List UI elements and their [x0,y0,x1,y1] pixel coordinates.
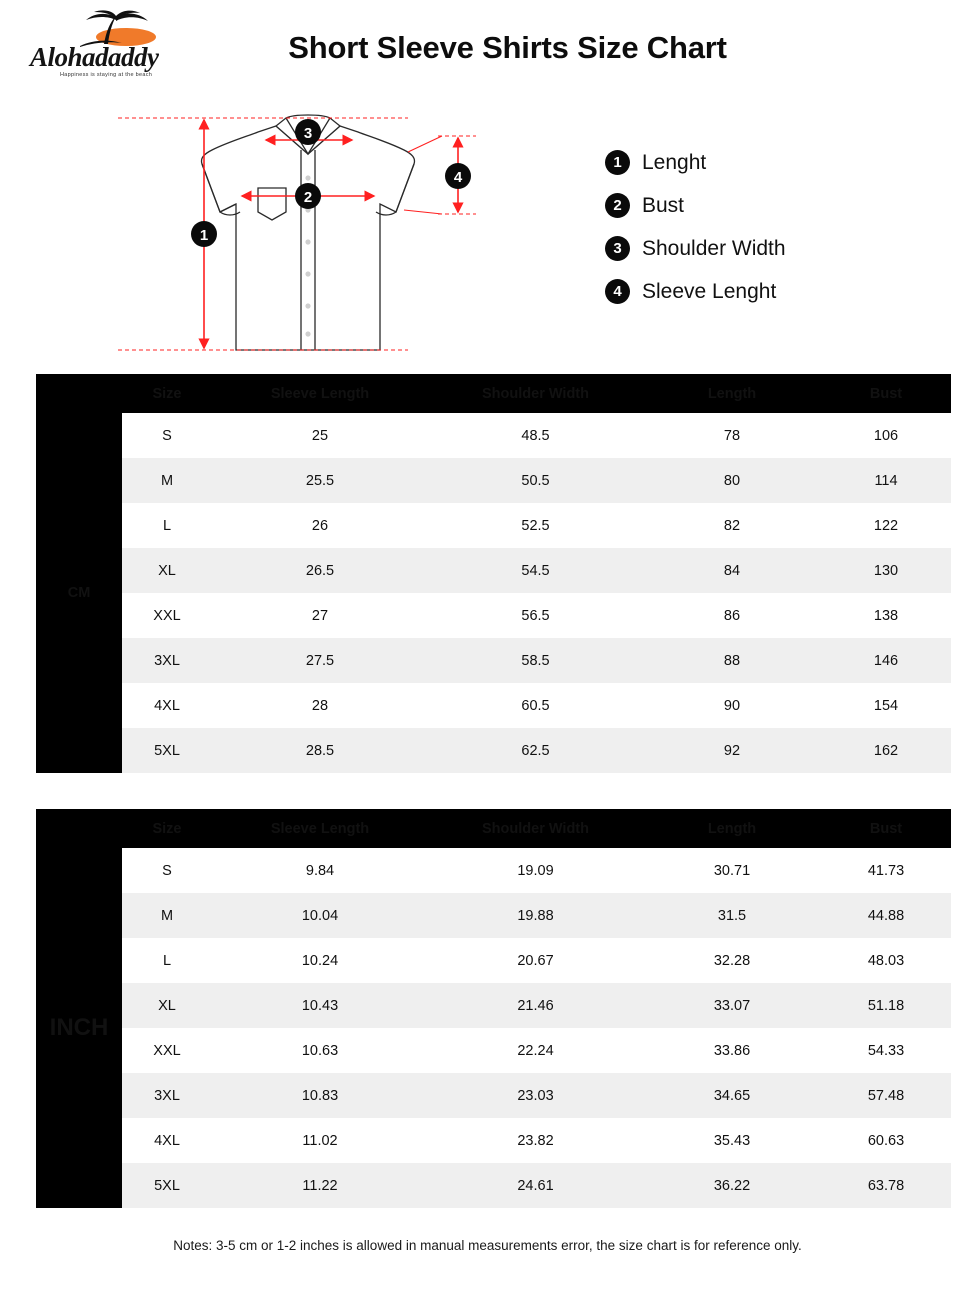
header-size: Size [122,374,212,413]
unit-label-inch: INCH [36,848,122,1208]
cm-table-wrap [36,374,939,773]
cell-bust: 146 [821,638,951,683]
cell-length: 30.71 [643,848,821,893]
cell-sleeve: 10.43 [212,983,428,1028]
table-row [36,1163,951,1208]
cell-size: XL [122,983,212,1028]
cell-sleeve: 26.5 [212,548,428,593]
cell-sleeve: 10.63 [212,1028,428,1073]
cell-shoulder: 62.5 [428,728,643,773]
cell-size: S [122,848,212,893]
svg-text:4: 4 [453,169,463,186]
cell-bust: 122 [821,503,951,548]
cell-size: L [122,503,212,548]
cell-sleeve: 11.22 [212,1163,428,1208]
cell-bust: 130 [821,548,951,593]
cell-size: 4XL [122,1118,212,1163]
table-row [36,1073,951,1118]
table-header-row [36,374,951,413]
cell-bust: 54.33 [821,1028,951,1073]
brand-name: Alohadaddy [30,42,159,72]
svg-text:3: 3 [303,125,313,142]
table-row [36,848,951,893]
svg-text:2: 2 [303,189,313,206]
page-title: Short Sleeve Shirts Size Chart [288,30,727,65]
measurement-legend [605,150,945,322]
cell-size: S [122,413,212,458]
legend-label-1: Lenght [642,150,707,174]
cell-bust: 138 [821,593,951,638]
table-gap [0,773,975,809]
cell-length: 82 [643,503,821,548]
cell-bust: 162 [821,728,951,773]
cell-size: 5XL [122,1163,212,1208]
header-shoulder-width: Shoulder Width [428,374,643,413]
cell-shoulder: 48.5 [428,413,643,458]
header-bust: Bust [821,374,951,413]
cell-sleeve: 27 [212,593,428,638]
cell-size: XXL [122,1028,212,1073]
header-size: Size [122,809,212,848]
legend-item-length [605,150,945,175]
legend-bullet-2: 2 [605,193,630,218]
cell-bust: 57.48 [821,1073,951,1118]
cell-bust: 114 [821,458,951,503]
cell-length: 33.07 [643,983,821,1028]
legend-item-bust [605,193,945,218]
cell-size: XXL [122,593,212,638]
cell-length: 32.28 [643,938,821,983]
inch-table-wrap [36,809,939,1208]
cell-bust: 51.18 [821,983,951,1028]
header-sleeve-length: Sleeve Length [212,809,428,848]
cell-length: 84 [643,548,821,593]
cell-sleeve: 10.24 [212,938,428,983]
cell-bust: 60.63 [821,1118,951,1163]
cell-shoulder: 23.82 [428,1118,643,1163]
cell-length: 31.5 [643,893,821,938]
table-row [36,548,951,593]
measurement-diagram [0,92,975,374]
page-header [0,0,975,92]
legend-bullet-3: 3 [605,236,630,261]
cell-shoulder: 21.46 [428,983,643,1028]
cell-shoulder: 22.24 [428,1028,643,1073]
cell-shoulder: 19.88 [428,893,643,938]
legend-item-sleeve-length [605,279,945,304]
cell-length: 80 [643,458,821,503]
legend-bullet-1: 1 [605,150,630,175]
cell-sleeve: 27.5 [212,638,428,683]
brand-tagline: Happiness is staying at the beach [60,72,153,78]
cell-length: 88 [643,638,821,683]
cell-shoulder: 50.5 [428,458,643,503]
cell-length: 34.65 [643,1073,821,1118]
cell-size: M [122,458,212,503]
header-sleeve-length: Sleeve Length [212,374,428,413]
header-length: Length [643,374,821,413]
cell-bust: 154 [821,683,951,728]
cell-shoulder: 24.61 [428,1163,643,1208]
table-row [36,1118,951,1163]
cm-corner-cell [36,374,122,413]
table-row [36,1028,951,1073]
cell-length: 33.86 [643,1028,821,1073]
legend-item-shoulder-width [605,236,945,261]
unit-label-cm: CM [36,413,122,773]
cell-bust: 44.88 [821,893,951,938]
cell-length: 86 [643,593,821,638]
table-header-row [36,809,951,848]
header-length: Length [643,809,821,848]
header-bust: Bust [821,809,951,848]
cm-size-table [36,374,951,773]
table-row [36,893,951,938]
cell-size: XL [122,548,212,593]
cell-sleeve: 25.5 [212,458,428,503]
inch-corner-cell [36,809,122,848]
cell-bust: 106 [821,413,951,458]
legend-label-2: Bust [642,193,685,217]
table-row [36,638,951,683]
cell-bust: 41.73 [821,848,951,893]
cell-sleeve: 28 [212,683,428,728]
cell-length: 90 [643,683,821,728]
header-shoulder-width: Shoulder Width [428,809,643,848]
cell-sleeve: 25 [212,413,428,458]
table-row [36,938,951,983]
cell-size: 5XL [122,728,212,773]
table-row [36,413,951,458]
cell-size: L [122,938,212,983]
inch-size-table [36,809,951,1208]
cell-sleeve: 9.84 [212,848,428,893]
cell-shoulder: 19.09 [428,848,643,893]
cell-length: 92 [643,728,821,773]
legend-label-4: Sleeve Lenght [642,279,777,303]
cell-sleeve: 10.83 [212,1073,428,1118]
legend-label-3: Shoulder Width [642,236,786,260]
cell-sleeve: 26 [212,503,428,548]
table-row [36,983,951,1028]
table-row [36,503,951,548]
cell-shoulder: 54.5 [428,548,643,593]
legend-bullet-4: 4 [605,279,630,304]
cell-bust: 63.78 [821,1163,951,1208]
table-row [36,728,951,773]
cell-shoulder: 58.5 [428,638,643,683]
cell-sleeve: 28.5 [212,728,428,773]
notes-text: Notes: 3-5 cm or 1-2 inches is allowed in manual measurements error, the size chart is for reference only. [173,1238,802,1253]
cell-size: 3XL [122,638,212,683]
cell-size: 3XL [122,1073,212,1118]
cell-length: 78 [643,413,821,458]
cell-shoulder: 52.5 [428,503,643,548]
cell-shoulder: 23.03 [428,1073,643,1118]
shirt-illustration [108,92,508,374]
svg-text:1: 1 [199,227,209,244]
cell-shoulder: 20.67 [428,938,643,983]
table-row [36,593,951,638]
table-row [36,683,951,728]
table-row [36,458,951,503]
cell-size: 4XL [122,683,212,728]
cell-length: 36.22 [643,1163,821,1208]
cell-shoulder: 56.5 [428,593,643,638]
cell-sleeve: 10.04 [212,893,428,938]
cell-sleeve: 11.02 [212,1118,428,1163]
cell-size: M [122,893,212,938]
cell-bust: 48.03 [821,938,951,983]
cell-shoulder: 60.5 [428,683,643,728]
cell-length: 35.43 [643,1118,821,1163]
